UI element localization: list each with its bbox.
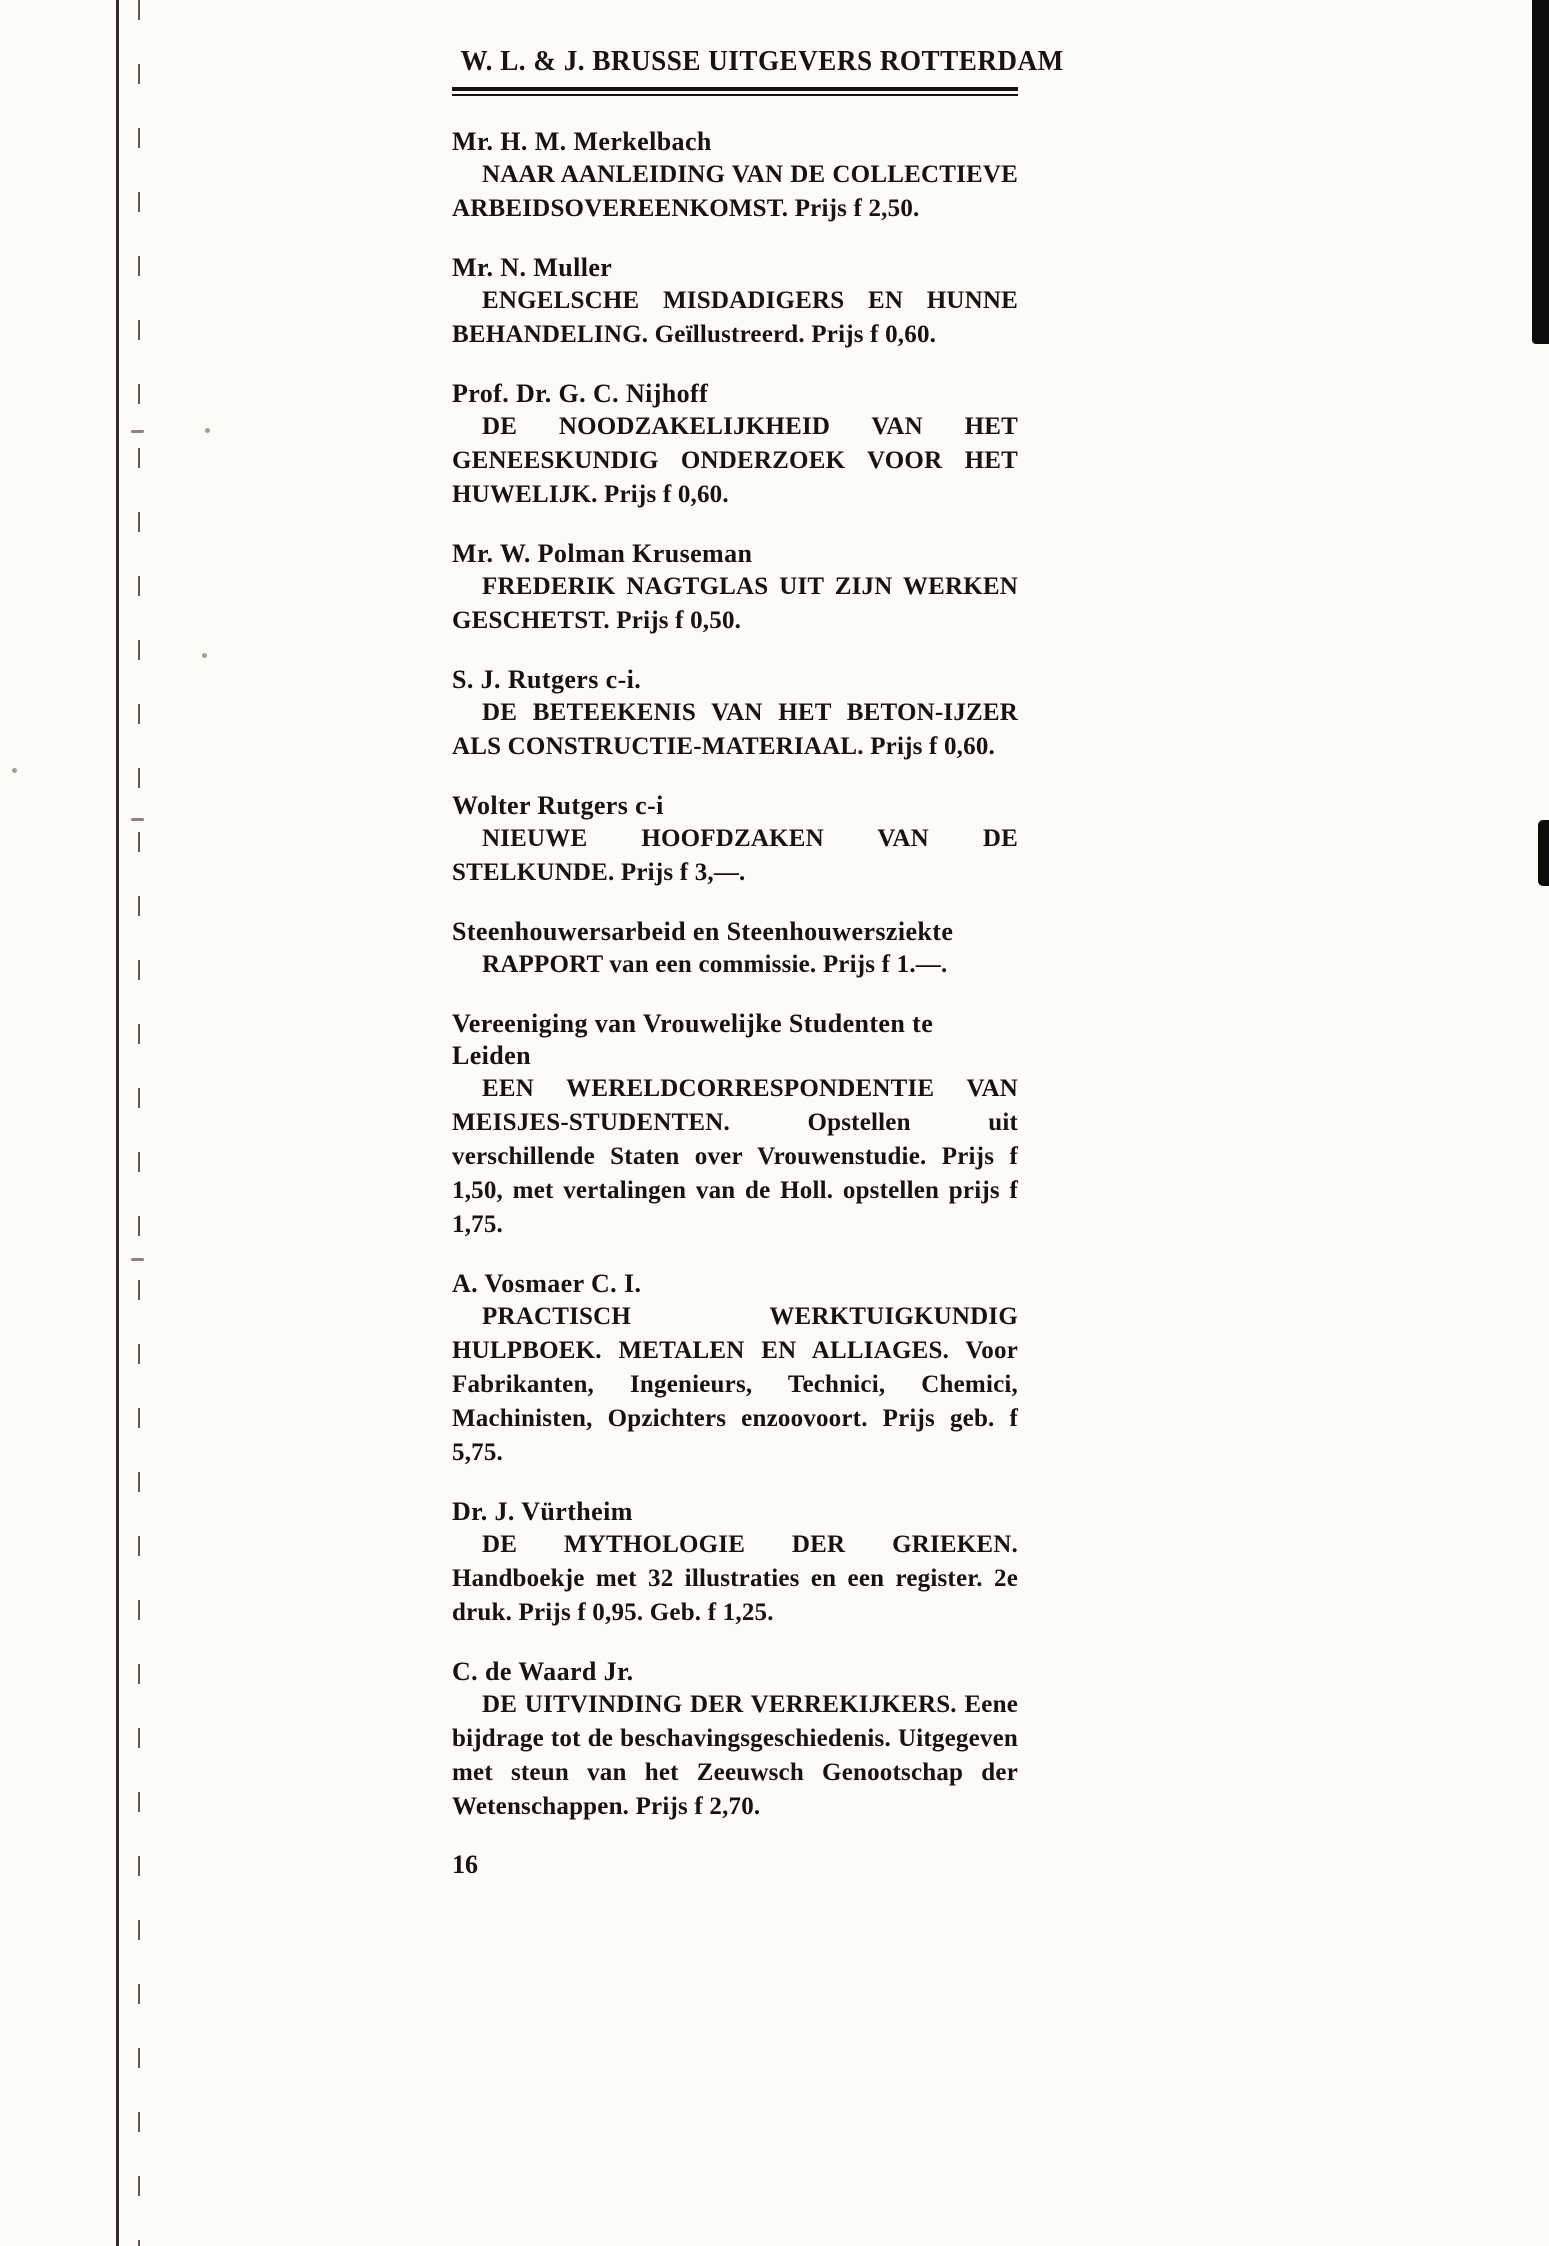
catalog-entry <box>452 1268 1018 1470</box>
publisher-masthead: W. L. & J. BRUSSE UITGEVERS ROTTERDAM <box>460 46 1064 77</box>
entry-author: Dr. J. Vürtheim <box>452 1497 633 1527</box>
catalog-column <box>452 46 1064 1880</box>
entry-description: NIEUWE HOOFDZAKEN VAN DE STELKUNDE. Prijs f 3,—. <box>452 825 1018 887</box>
entry-description: FREDERIK NAGTGLAS UIT ZIJN WERKEN GESCHETST. Prijs f 0,50. <box>452 573 1018 635</box>
scan-edge-artifact-top <box>1532 0 1549 344</box>
catalog-entry <box>452 538 1018 638</box>
catalog-entry <box>452 1008 1018 1242</box>
entry-author: Mr. H. M. Merkelbach <box>452 127 712 157</box>
entry-description: ENGELSCHE MISDADIGERS EN HUNNE BEHANDELING. Geïllustreerd. Prijs f 0,60. <box>452 287 1018 349</box>
scan-speck <box>202 653 207 658</box>
entry-author: A. Vosmaer C. I. <box>452 1269 642 1299</box>
scan-speck <box>205 428 210 433</box>
page-number: 16 <box>452 1850 478 1880</box>
scan-edge-artifact-mid <box>1538 820 1549 886</box>
entry-description: EEN WERELDCORRESPONDENTIE VAN MEISJES-STUDENTEN. Opstellen uit verschillende Staten over Vrouwenstudie. Prijs f 1,50, met vertalingen van de Holl. opstellen prijs f 1,75. <box>452 1075 1018 1239</box>
catalog-entry <box>452 126 1018 226</box>
entry-author: Mr. N. Muller <box>452 253 613 283</box>
catalog-entry <box>452 252 1018 352</box>
entry-author: Wolter Rutgers c-i <box>452 791 664 821</box>
entry-description: NAAR AANLEIDING VAN DE COLLECTIEVE ARBEIDSOVEREENKOMST. Prijs f 2,50. <box>452 161 1018 223</box>
scan-gutter-line <box>116 0 119 2246</box>
entry-author: Mr. W. Polman Kruseman <box>452 539 753 569</box>
catalog-entry <box>452 790 1018 890</box>
entry-description: DE NOODZAKELIJKHEID VAN HET GENEESKUNDIG ONDERZOEK VOOR HET HUWELIJK. Prijs f 0,60. <box>452 413 1019 509</box>
entry-author: Prof. Dr. G. C. Nijhoff <box>452 379 709 409</box>
entry-description: RAPPORT van een commissie. Prijs f 1.—. <box>482 951 948 979</box>
entry-description: DE MYTHOLOGIE DER GRIEKEN. Handboekje met 32 illustraties en een register. 2e druk. Prijs f 0,95. Geb. f 1,25. <box>452 1531 1018 1627</box>
catalog-entry <box>452 1496 1018 1630</box>
entry-description: DE UITVINDING DER VERREKIJKERS. Eene bijdrage tot de beschavingsgeschiedenis. Uitgegeven met steun van het Zeeuwsch Genootschap der Wetenschappen. Prijs f 2,70. <box>452 1691 1018 1821</box>
catalog-entry <box>452 916 1018 982</box>
entry-author: Vereeniging van Vrouwelijke Studenten te Leiden <box>452 1009 934 1071</box>
entry-author: C. de Waard Jr. <box>452 1657 634 1687</box>
catalog-entry <box>452 664 1018 764</box>
entry-author: S. J. Rutgers c-i. <box>452 665 642 695</box>
scan-margin-tick <box>131 430 144 433</box>
catalog-entry <box>452 1656 1018 1824</box>
entry-description: DE BETEEKENIS VAN HET BETON-IJZER ALS CONSTRUCTIE-MATERIAAL. Prijs f 0,60. <box>452 699 1018 761</box>
scan-margin-tick <box>131 1258 144 1261</box>
entry-description: PRACTISCH WERKTUIGKUNDIG HULPBOEK. METALEN EN ALLIAGES. Voor Fabrikanten, Ingenieurs, Technici, Chemici, Machinisten, Opzichters enzoovoort. Prijs geb. f 5,75. <box>452 1303 1018 1467</box>
scan-margin-tick <box>131 818 144 821</box>
masthead-double-rule <box>452 87 1018 96</box>
entry-list <box>452 126 1018 1824</box>
entry-author: Steenhouwersarbeid en Steenhouwersziekte <box>452 917 954 947</box>
scan-speck <box>12 768 17 773</box>
scan-gutter-line-dashed <box>138 0 140 2246</box>
catalog-entry <box>452 378 1018 512</box>
